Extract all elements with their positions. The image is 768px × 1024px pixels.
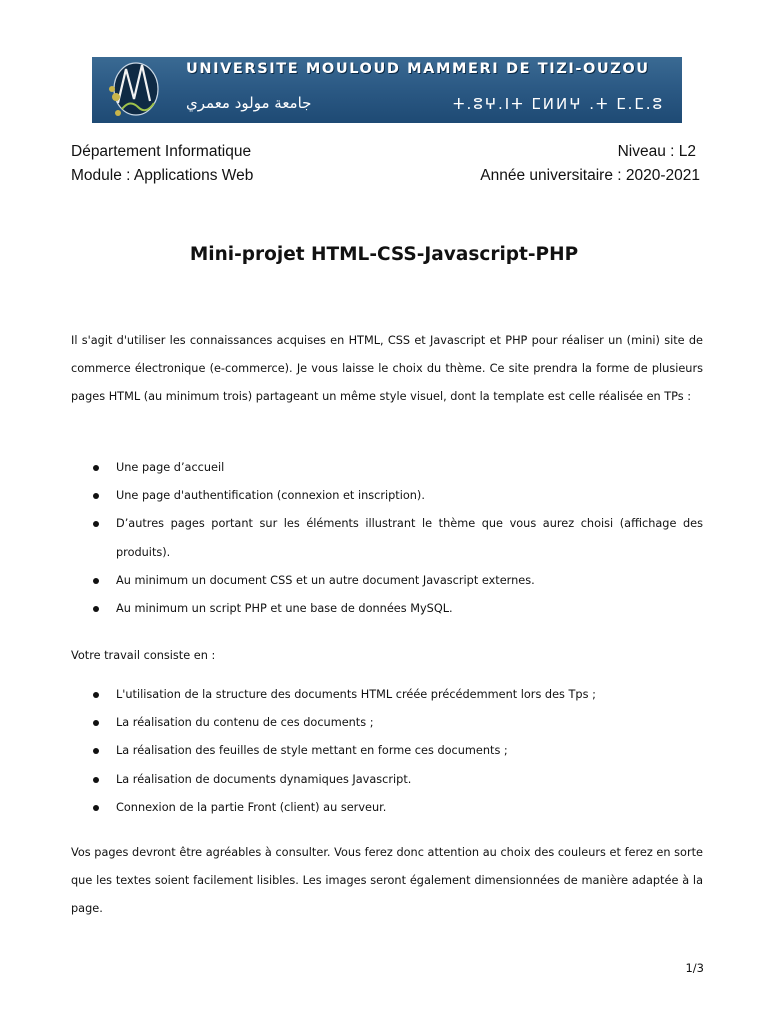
university-name: UNIVERSITE MOULOUD MAMMERI DE TIZI-OUZOU: [186, 61, 650, 77]
bullet-icon: [93, 606, 99, 612]
intro-paragraph: Il s'agit d'utiliser les connaissances acquises en HTML, CSS et Javascript et PHP pour réaliser un (mini) site de commerce électronique (e-commerce). Je vous laisse le choix du thème. Ce site prendra la forme de plusieurs pages HTML (au minimum trois) partageant un même style visuel, dont la template est celle réalisée en TPs :: [71, 334, 703, 404]
bullet-icon: [93, 521, 99, 527]
university-name-tifinagh: ⵜ.ⵓⵖ.ⵏⵜ ⵎⵍⵍⵖ .ⵜ ⵎ.ⵎ.ⵓ: [452, 95, 664, 113]
pages-list: [71, 454, 703, 623]
university-banner: [92, 57, 682, 123]
bullet-icon: [93, 748, 99, 754]
list-item: Connexion de la partie Front (client) au serveur.: [71, 794, 703, 822]
university-name-arabic: جامعة مولود معمري: [186, 94, 312, 112]
bullet-icon: [93, 692, 99, 698]
list-item: La réalisation du contenu de ces documents ;: [71, 709, 703, 737]
list-item: Une page d'authentification (connexion et inscription).: [71, 482, 703, 510]
department-label: Département Informatique: [71, 143, 252, 160]
bullet-icon: [93, 720, 99, 726]
list-item: D’autres pages portant sur les éléments illustrant le thème que vous aurez choisi (affichage des produits).: [71, 510, 703, 566]
list-item: L'utilisation de la structure des documents HTML créée précédemment lors des Tps ;: [71, 681, 703, 709]
document-title: Mini-projet HTML-CSS-Javascript-PHP: [189, 244, 579, 265]
academic-year-label: Année universitaire : 2020-2021: [480, 167, 700, 184]
list-item: Une page d’accueil: [71, 454, 703, 482]
work-intro: Votre travail consiste en :: [71, 649, 216, 662]
level-label: Niveau : L2: [617, 143, 696, 160]
bullet-icon: [93, 578, 99, 584]
module-label: Module : Applications Web: [71, 167, 254, 184]
closing-paragraph: Vos pages devront être agréables à consulter. Vous ferez donc attention au choix des couleurs et ferez en sorte que les textes soient facilement lisibles. Les images seront également dimensionnées de manière adaptée à la page.: [71, 846, 703, 916]
list-item: La réalisation de documents dynamiques Javascript.: [71, 766, 703, 794]
list-item: Au minimum un script PHP et une base de données MySQL.: [71, 595, 703, 623]
page-number: 1/3: [685, 961, 704, 975]
work-list: [71, 681, 703, 822]
list-item: La réalisation des feuilles de style mettant en forme ces documents ;: [71, 737, 703, 765]
bullet-icon: [93, 805, 99, 811]
university-logo-icon: [104, 59, 164, 121]
bullet-icon: [93, 777, 99, 783]
bullet-icon: [93, 465, 99, 471]
bullet-icon: [93, 493, 99, 499]
list-item: Au minimum un document CSS et un autre document Javascript externes.: [71, 567, 703, 595]
